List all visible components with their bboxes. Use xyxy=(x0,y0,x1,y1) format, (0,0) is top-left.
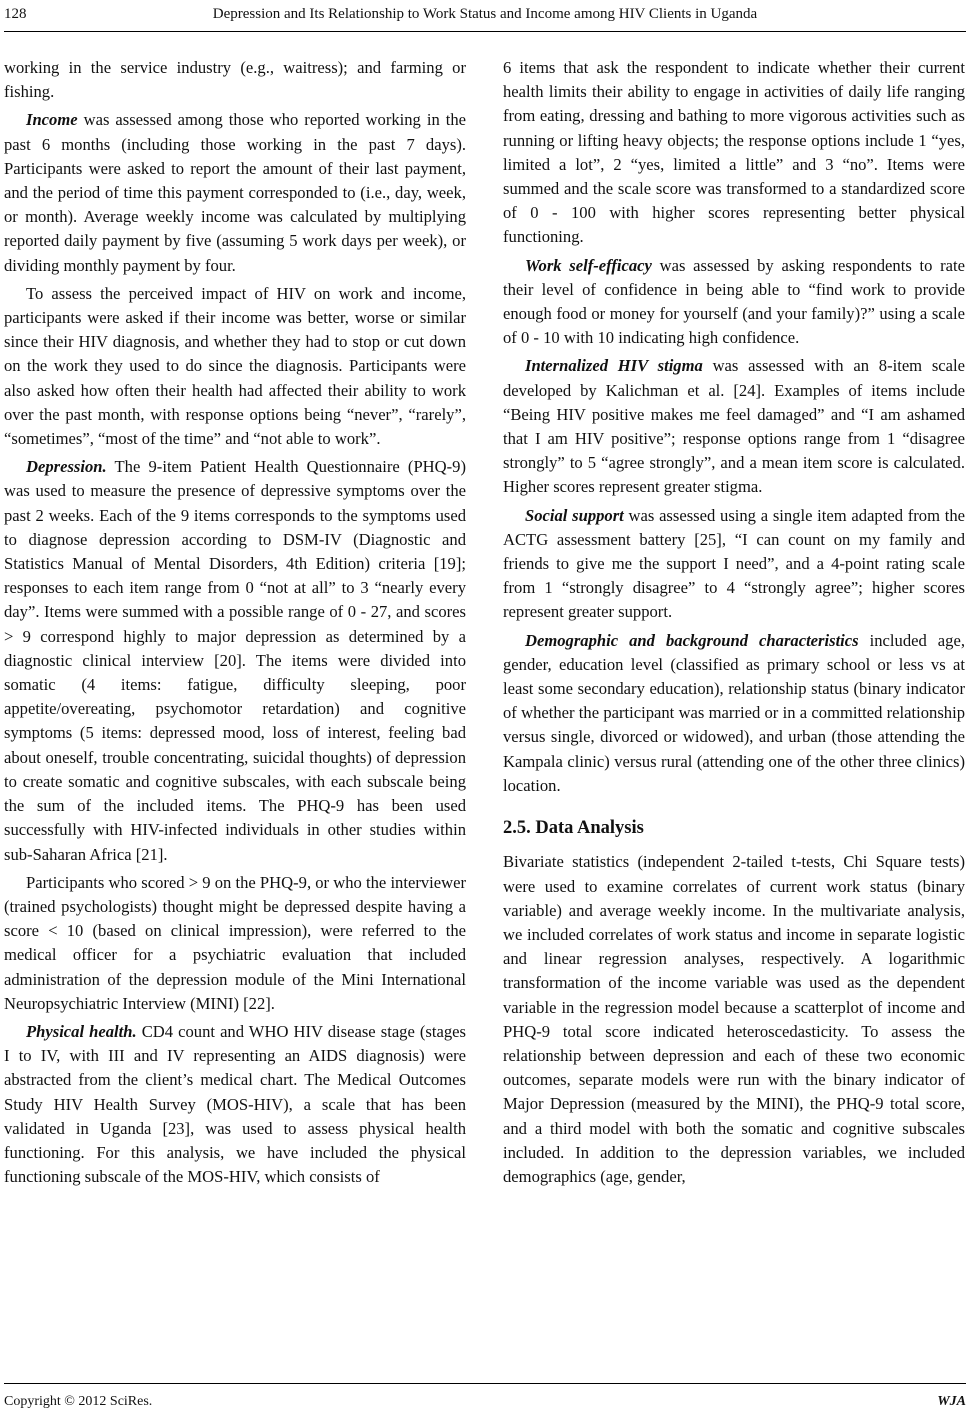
paragraph-work-self-efficacy: Work self-efficacy was assessed by asking respondents to rate their level of confidence in being able to “find work to provide enough food or money for yourself (and your family)?” using a scale of 0 - 10 with 10 indicating high confidence. xyxy=(503,255,966,348)
left-column xyxy=(4,56,466,1193)
header-rule xyxy=(4,31,966,32)
footer-rule xyxy=(4,1383,966,1384)
paragraph-demographics: Demographic and background characteristics included age, gender, education level (classified as primary school or less vs at least some secondary education), relationship status (binary indicator of whether the participant was married or in a committed relationship versus single, divorced or widowed), and urban (those attending the Kampala clinic) versus rural (attending one of the other three clinics) location. xyxy=(503,630,965,795)
copyright-notice: Copyright © 2012 SciRes. xyxy=(4,1394,153,1409)
paragraph-income: Income was assessed among those who reported working in the past 6 months (including those working in the past 7 days). Participants were asked to report the amount of their last payment, and the period of time this payment corresponded to (i.e., day, week, or month). Average weekly income was calculated by multiplying reported daily payment by five (assuming 5 work days per week), or dividing monthly payment by four. xyxy=(4,110,466,275)
paragraph-stigma: Internalized HIV stigma was assessed with an 8-item scale developed by Kalichman et al. [24]. Examples of items include “Being HIV positive makes me feel damaged” and “I am ashamed that I am HIV positive”; response options range from 1 “disagree strongly” to 5 “agree strongly”, and a mean item score is calculated. Higher scores represent greater stigma. xyxy=(503,356,966,497)
paragraph-hiv-impact: To assess the perceived impact of HIV on work and income, participants were asked if their income was better, worse or similar since their HIV diagnosis, and whether they had to stop or cut down on the work they used to do since the diagnosis. Participants were also asked how often their health had affected their ability to work over the past month, with response options being “never”, “rarely”, “sometimes”, “most of the time” and “not able to work”. xyxy=(4,283,466,449)
journal-abbreviation: WJA xyxy=(937,1394,966,1409)
page-header xyxy=(0,0,970,34)
paragraph-lead: Income xyxy=(26,110,78,130)
paragraph-data-analysis: Bivariate statistics (independent 2-tailed t-tests, Chi Square tests) were used to examine correlates of current work status (binary variable) and average weekly income. In the multivariate analysis, we included correlates of work status and income in separate logistic and linear regression analyses, respectively. A logarithmic transformation of the income variable was used as the dependent variable in the regression model because a scatterplot of income and PHQ-9 total score indicated heteroscedasticity. To assess the relationship between depression and each of these two economic outcomes, separate models were run with the binary indicator of Major Depression (measured by the MINI), the PHQ-9 total score, and a third model with both the somatic and cognitive subscales included. In addition to the depression variables, we included demographics (age, gender, xyxy=(503,852,965,1186)
paragraph-lead: Social support xyxy=(525,505,624,525)
section-heading: 2.5. Data Analysis xyxy=(503,818,644,839)
paragraph-continuation: working in the service industry (e.g., waitress); and farming or fishing. xyxy=(4,58,466,102)
paragraph-lead: Internalized HIV stigma xyxy=(525,356,703,376)
paragraph-mos-hiv: 6 items that ask the respondent to indicate whether their current health limits their ability to engage in activities of daily life ranging from eating, dressing and bathing to more vigorous activities such as running or lifting heavy objects; the response options include 1 “yes, limited a lot”, 2 “yes, limited a little” and 3 “no”. Items were summed and the scale score was transformed to a standardized score of 0 - 100 with higher scores representing better physical functioning. xyxy=(503,58,965,247)
paragraph-depression: Depression. The 9-item Patient Health Questionnaire (PHQ-9) was used to measure the presence of depressive symptoms over the past 2 weeks. Each of the 9 items corresponds to the symptoms used to diagnose depression according to DSM-IV (Diagnostic and Statistics Manual of Mental Disorders, 4th Edition) criteria [19]; responses to each item range from 0 “not at all” to 3 “nearly every day”. Items were summed with a possible range of 0 - 27, and scores > 9 correspond highly to major depression as determined by a diagnostic clinical interview [20]. The items were divided into somatic (4 items: fatigue, difficulty sleeping, poor appetite/overeating, psychomotor retardation) and cognitive symptoms (5 items: depressed mood, loss of interest, feeling bad about oneself, trouble concentrating, suicidal thoughts) of depression to create somatic and cognitive subscales, with each subscale being the sum of the included items. The PHQ-9 has been used successfully with HIV-infected individuals in other studies within sub-Saharan Africa [21]. xyxy=(4,457,466,864)
paragraph-social-support: Social support was assessed using a single item adapted from the ACTG assessment battery [25], “I can count on my family and friends to give me the support I need”, and a 4-point rating scale from 1 “strongly disagree” to 4 “strongly agree”; higher scores represent greater support. xyxy=(503,505,965,622)
paragraph-lead: Physical health. xyxy=(26,1021,137,1041)
page-number: 128 xyxy=(4,6,27,22)
paragraph-lead: Work self-efficacy xyxy=(525,255,652,275)
right-column xyxy=(503,56,965,1193)
paragraph-physical-health: Physical health. CD4 count and WHO HIV disease stage (stages I to IV, with III and IV representing an AIDS diagnosis) were abstracted from the client’s medical chart. The Medical Outcomes Study HIV Health Survey (MOS-HIV), a scale that has been validated in Uganda [23], was used to assess physical health functioning. For this analysis, we have included the physical functioning subscale of the MOS-HIV, which consists of xyxy=(4,1021,466,1187)
paragraph-lead: Depression. xyxy=(26,457,107,477)
paragraph-lead: Demographic and background characteristics xyxy=(525,630,859,650)
running-title: Depression and Its Relationship to Work Status and Income among HIV Clients in Uganda xyxy=(212,6,758,22)
paragraph-referral: Participants who scored > 9 on the PHQ-9, or who the interviewer (trained psychologists) thought might be depressed despite having a score < 10 (based on clinical impression), were referred to the medical officer for a psychiatric evaluation that included administration of the depression module of the Mini International Neuropsychiatric Interview (MINI) [22]. xyxy=(4,872,466,1013)
